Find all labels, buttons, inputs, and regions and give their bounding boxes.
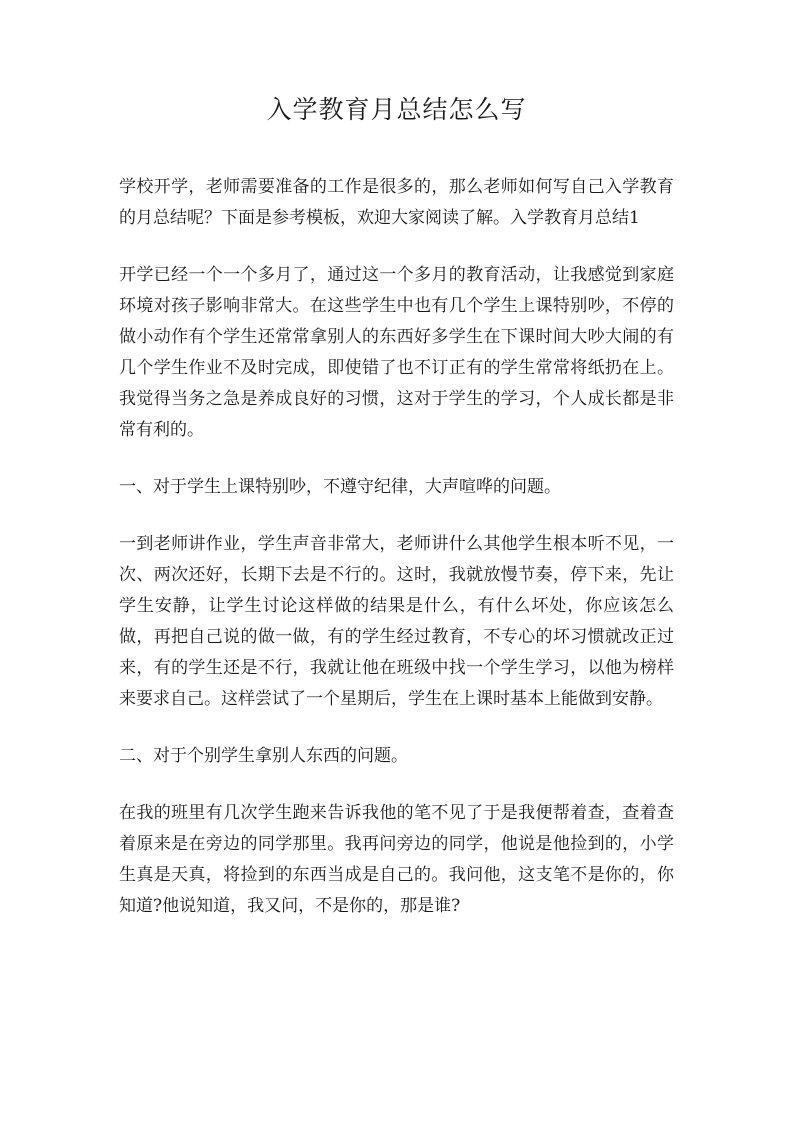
body-paragraph: 在我的班里有几次学生跑来告诉我他的笔不见了于是我便帮着查，查着查着原来是在旁边的同学那里。我再问旁边的同学，他说是他捡到的，小学生真是天真，将捡到的东西当成是自己的。我问他，这支笔不是你的，你知道?他说知道，我又问，不是你的，那是谁? [119, 803, 674, 916]
body-paragraph: 一到老师讲作业，学生声音非常大，老师讲什么其他学生根本听不见，一次、两次还好，长期下去是不行的。这时，我就放慢节奏，停下来，先让学生安静，让学生讨论这样做的结果是什么，有什么坏处，你应该怎么做，再把自己说的做一做，有的学生经过教育，不专心的坏习惯就改正过来，有的学生还是不行，我就让他在班级中找一个学生学习，以他为榜样来要求自己。这样尝试了一个星期后，学生在上课时基本上能做到安静。 [119, 534, 674, 709]
page-title: 入学教育月总结怎么写 [266, 95, 527, 124]
body-paragraph: 开学已经一个一个多月了，通过这一个多月的教育活动，让我感觉到家庭环境对孩子影响非常大。在这些学生中也有几个学生上课特别吵，不停的做小动作有个学生还常常拿别人的东西好多学生在下课时间大吵大闹的有几个学生作业不及时完成，即使错了也不订正有的学生常常将纸扔在上。我觉得当务之急是养成良好的习惯，这对于学生的学习，个人成长都是非常有利的。 [119, 265, 674, 440]
section-heading: 二、对于个别学生拿别人东西的问题。 [119, 746, 408, 766]
section-heading: 一、对于学生上课特别吵，不遵守纪律，大声喧哗的问题。 [119, 477, 561, 497]
intro-paragraph: 学校开学，老师需要准备的工作是很多的，那么老师如何写自己入学教育的月总结呢？下面是参考模板，欢迎大家阅读了解。入学教育月总结1 [119, 177, 674, 228]
